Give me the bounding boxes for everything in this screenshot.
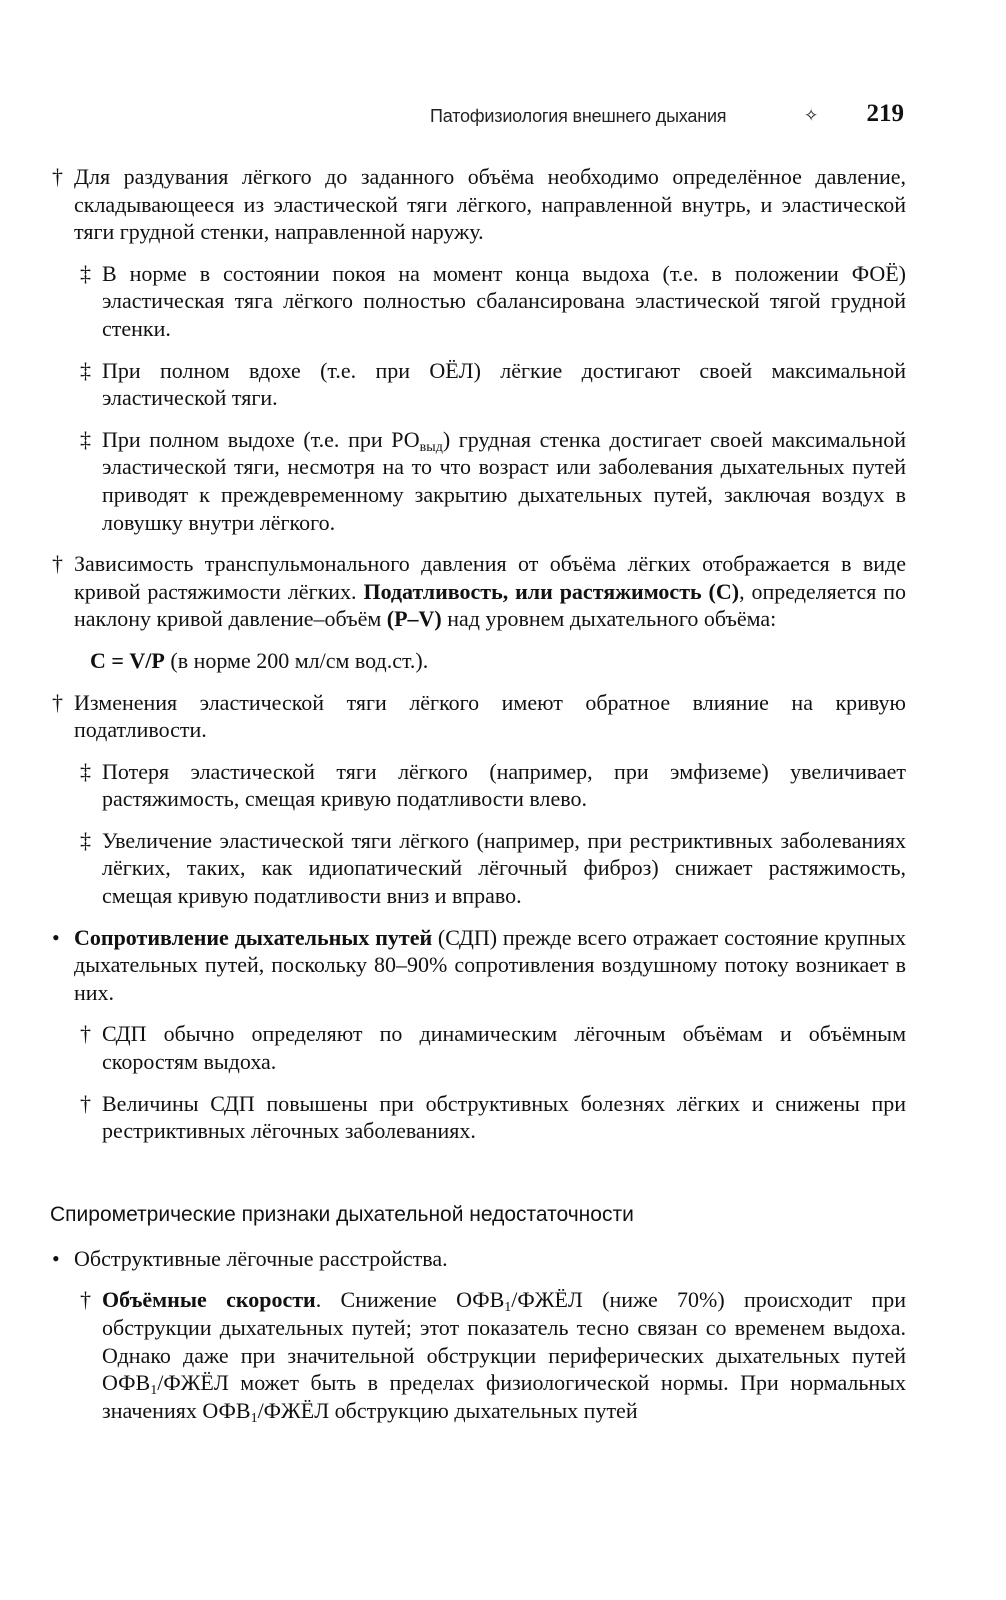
symbol-c: (С): [708, 578, 740, 604]
paragraph-text: Изменения эластической тяги лёгкого имеют обратное влияние на кривую податливости.: [74, 689, 906, 743]
paragraph-text: Для раздувания лёгкого до заданного объёма необходимо определённое давление, складывающееся из эластической тяги лёгкого, направленной внутрь, и эластической тяги грудной стенки, направленной наружу.: [74, 164, 906, 245]
subscript: выд: [419, 439, 443, 455]
double-dagger-marker: ‡: [80, 827, 91, 853]
dagger-marker: †: [80, 1021, 91, 1047]
page-number: 219: [866, 100, 904, 127]
term-airway-resistance: Сопротивление дыхательных путей: [74, 924, 433, 950]
dagger-marker: †: [52, 164, 63, 189]
paragraph-ddagger-3: [50, 426, 906, 536]
text-run: /ФЖЁЛ обструкцию дыхательных путей: [257, 1397, 638, 1423]
diamond-ornament-icon: ✧: [804, 106, 819, 126]
paragraph-text: Потеря эластической тяги лёгкого (например, при эмфиземе) увеличивает растяжимость, смещая кривую податливости влево.: [102, 758, 906, 812]
text-run: , определяется по наклону кривой давление–объём: [74, 578, 906, 632]
text-run: (СДП) прежде всего отражает состояние крупных дыхательных путей, поскольку 80–90% сопротивления воздушному потоку возникает в них.: [74, 924, 906, 1005]
formula-note: (в норме 200 мл/см вод.ст.).: [164, 647, 429, 673]
paragraph-bullet-2: [50, 1245, 906, 1273]
paragraph-text: При полном вдохе (т.е. при ОЁЛ) лёгкие достигают своей максимальной эластической тяги.: [102, 357, 906, 411]
dagger-marker: †: [80, 1090, 91, 1116]
text-run: Зависимость транспульмонального давления от объёма лёгких отображается в виде кривой растяжимости лёгких.: [74, 551, 906, 604]
term-compliance: Податливость, или растяжимость: [363, 578, 702, 604]
text-run: /ФЖЁЛ может быть в пределах физиологической нормы. При нормальных значениях ОФВ: [102, 1370, 906, 1423]
paragraph-text: Обструктивные лёгочные расстройства.: [74, 1245, 448, 1271]
running-title: Патофизиология внешнего дыхания: [430, 106, 727, 126]
bullet-marker: •: [52, 924, 60, 950]
text-run: над уровнем дыхательного объёма:: [441, 606, 777, 632]
subscript: 1: [504, 1300, 512, 1316]
text-run: При полном выдохе (т.е. при РО: [102, 426, 420, 452]
paragraph-text: СДП обычно определяют по динамическим лёгочным объёмам и объёмным скоростям выдоха.: [102, 1021, 906, 1075]
dagger-marker: †: [52, 689, 63, 715]
paragraph-dagger-6: [50, 1286, 906, 1424]
text-run: ) грудная стенка достигает своей максимальной эластической тяги, несмотря на то что возраст или заболевания дыхательных путей приводят к преждевременному закрытию дыхательных путей, заключая воздух в ловушку внутри лёгкого.: [102, 426, 906, 535]
paragraph-text: Величины СДП повышены при обструктивных болезнях лёгких и снижены при рестриктивных лёгочных заболеваниях.: [102, 1090, 906, 1144]
paragraph-text: В норме в состоянии покоя на момент конца выдоха (т.е. в положении ФОЁ) эластическая тяга лёгкого полностью сбалансирована эластической тягой грудной стенки.: [102, 260, 906, 341]
dagger-marker: †: [52, 551, 63, 577]
paragraph-bullet-1: [50, 924, 906, 1007]
paragraph-ddagger-4: [50, 758, 906, 813]
paragraph-ddagger-1: [50, 260, 906, 343]
text-run: . Снижение ОФВ: [315, 1287, 505, 1313]
paragraph-ddagger-2: [50, 357, 906, 412]
text-run: /ФЖЁЛ (ниже 70%) происходит при обструкции дыхательных путей; этот показатель тесно связан со временем выдоха. Однако даже при значительной обструкции периферических дыхательных путей ОФВ: [102, 1287, 907, 1396]
paragraph-dagger-4: [50, 1020, 906, 1075]
section-heading: Спирометрические признаки дыхательной недостаточности: [50, 1202, 634, 1226]
double-dagger-marker: ‡: [80, 758, 91, 784]
paragraph-dagger-2: [50, 550, 906, 633]
subscript: 1: [150, 1383, 158, 1399]
paragraph-text: Увеличение эластической тяги лёгкого (например, при рестриктивных заболеваниях лёгких, таких, как идиопатический лёгочный фиброз) снижает растяжимость, смещая кривую податливости вниз и вправо.: [102, 827, 906, 909]
symbol-pv: (Р–V): [386, 606, 442, 632]
paragraph-dagger-1: [50, 163, 906, 246]
bullet-marker: •: [52, 1245, 60, 1271]
double-dagger-marker: ‡: [80, 426, 91, 452]
term-flow-rates: Объёмные скорости: [102, 1287, 316, 1313]
double-dagger-marker: ‡: [80, 260, 91, 286]
double-dagger-marker: ‡: [80, 357, 91, 383]
paragraph-ddagger-5: [50, 827, 906, 910]
running-header: [430, 100, 904, 140]
paragraph-dagger-3: [50, 689, 906, 744]
text-run: [702, 579, 709, 604]
dagger-marker: †: [80, 1287, 91, 1313]
formula: С = V/P: [90, 647, 165, 673]
formula-line: [50, 647, 906, 675]
paragraph-dagger-5: [50, 1090, 906, 1145]
page-body: [50, 163, 906, 1424]
subscript: 1: [250, 1410, 258, 1426]
